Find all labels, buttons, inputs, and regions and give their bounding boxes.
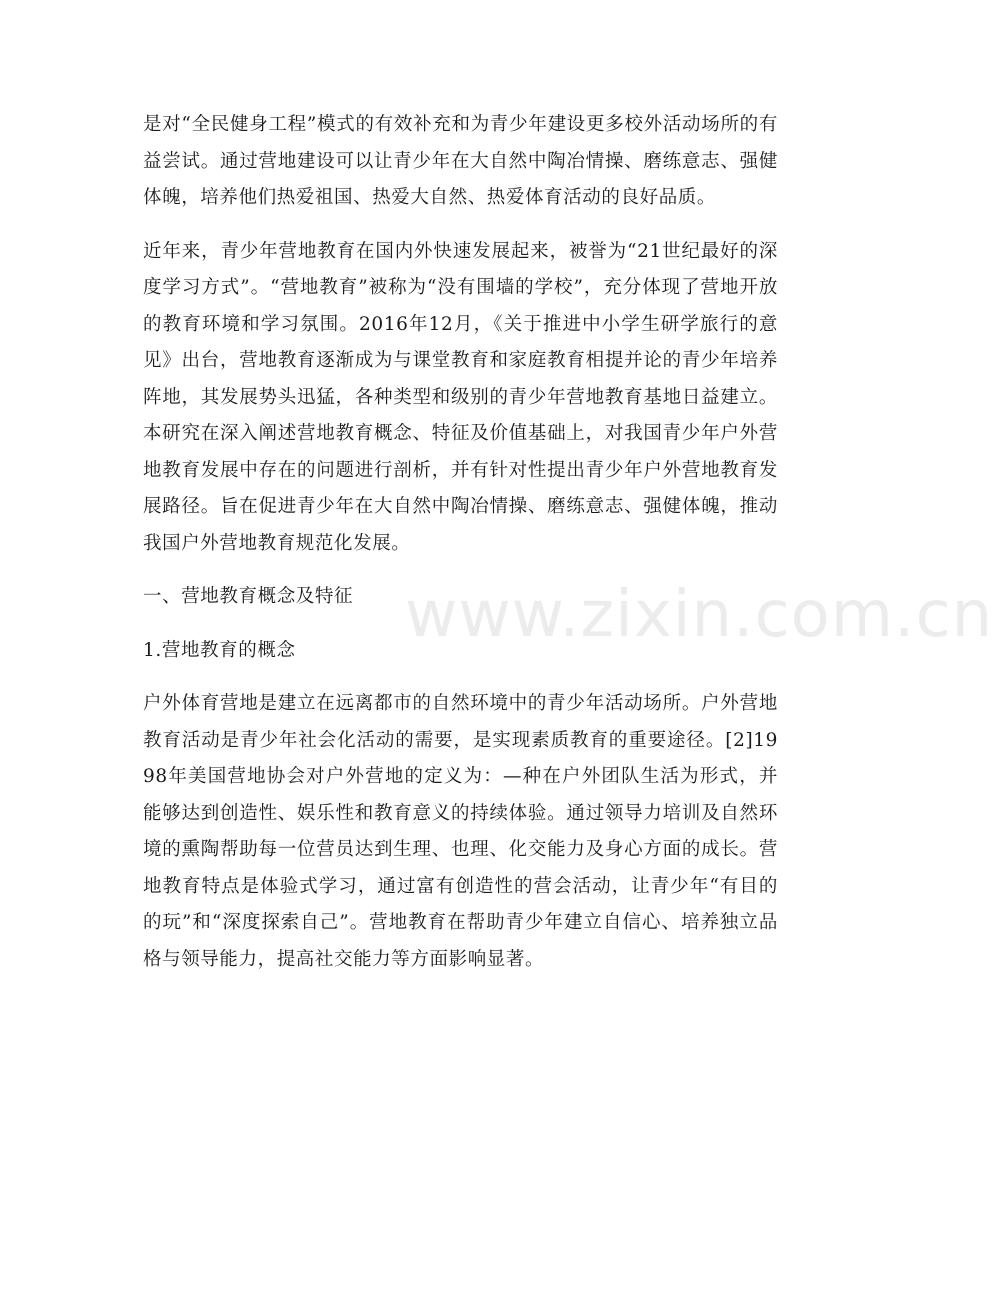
subsection-heading: 1.营地教育的概念 (143, 639, 296, 661)
section-heading: 一、营地教育概念及特征 (143, 586, 354, 607)
paragraph-3: 户外体育营地是建立在远离都市的自然环境中的青少年活动场所。户外营地教育活动是青少年社会化活动的需要，是实现素质教育的重要途径。[2]1998年美国营地协会对户外营地的定义为：—种在户外团队生活为形式，并能够达到创造性、娱乐性和教育意义的持续体验。通过领导力培训及自然环境的熏陶帮助每一位营员达到生理、也理、化交能力及身心方面的成长。营地教育特点是体验式学习，通过富有创造性的营会活动，让青少年“有目的的玩”和“深度探索自己”。营地教育在帮助青少年建立自信心、培养独立品格与领导能力，提高社交能力等方面影响显著。 (143, 693, 778, 970)
paragraph-1: 是对“全民健身工程”模式的有效补充和为青少年建设更多校外活动场所的有益尝试。通过营地建设可以让青少年在大自然中陶冶情操、磨练意志、强健体魄，培养他们热爱祖国、热爱大自然、热爱体育活动的良好品质。 (143, 114, 778, 208)
watermark: www.zixin.com.cn (405, 578, 993, 652)
document-body (143, 107, 778, 978)
paragraph-2: 近年来，青少年营地教育在国内外快速发展起来，被誉为“21世纪最好的深度学习方式”。“营地教育”被称为“没有围墙的学校”，充分体现了营地开放的教育环境和学习氛围。2016年12月，《关于推进中小学生研学旅行的意见》出台，营地教育逐渐成为与课堂教育和家庭教育相提并论的青少年培养阵地，其发展势头迅猛，各种类型和级别的青少年营地教育基地日益建立。本研究在深入阐述营地教育概念、特征及价值基础上，对我国青少年户外营地教育发展中存在的问题进行剖析，并有针对性提出青少年户外营地教育发展路径。旨在促进青少年在大自然中陶冶情操、磨练意志、强健体魄，推动我国户外营地教育规范化发展。 (143, 240, 778, 554)
